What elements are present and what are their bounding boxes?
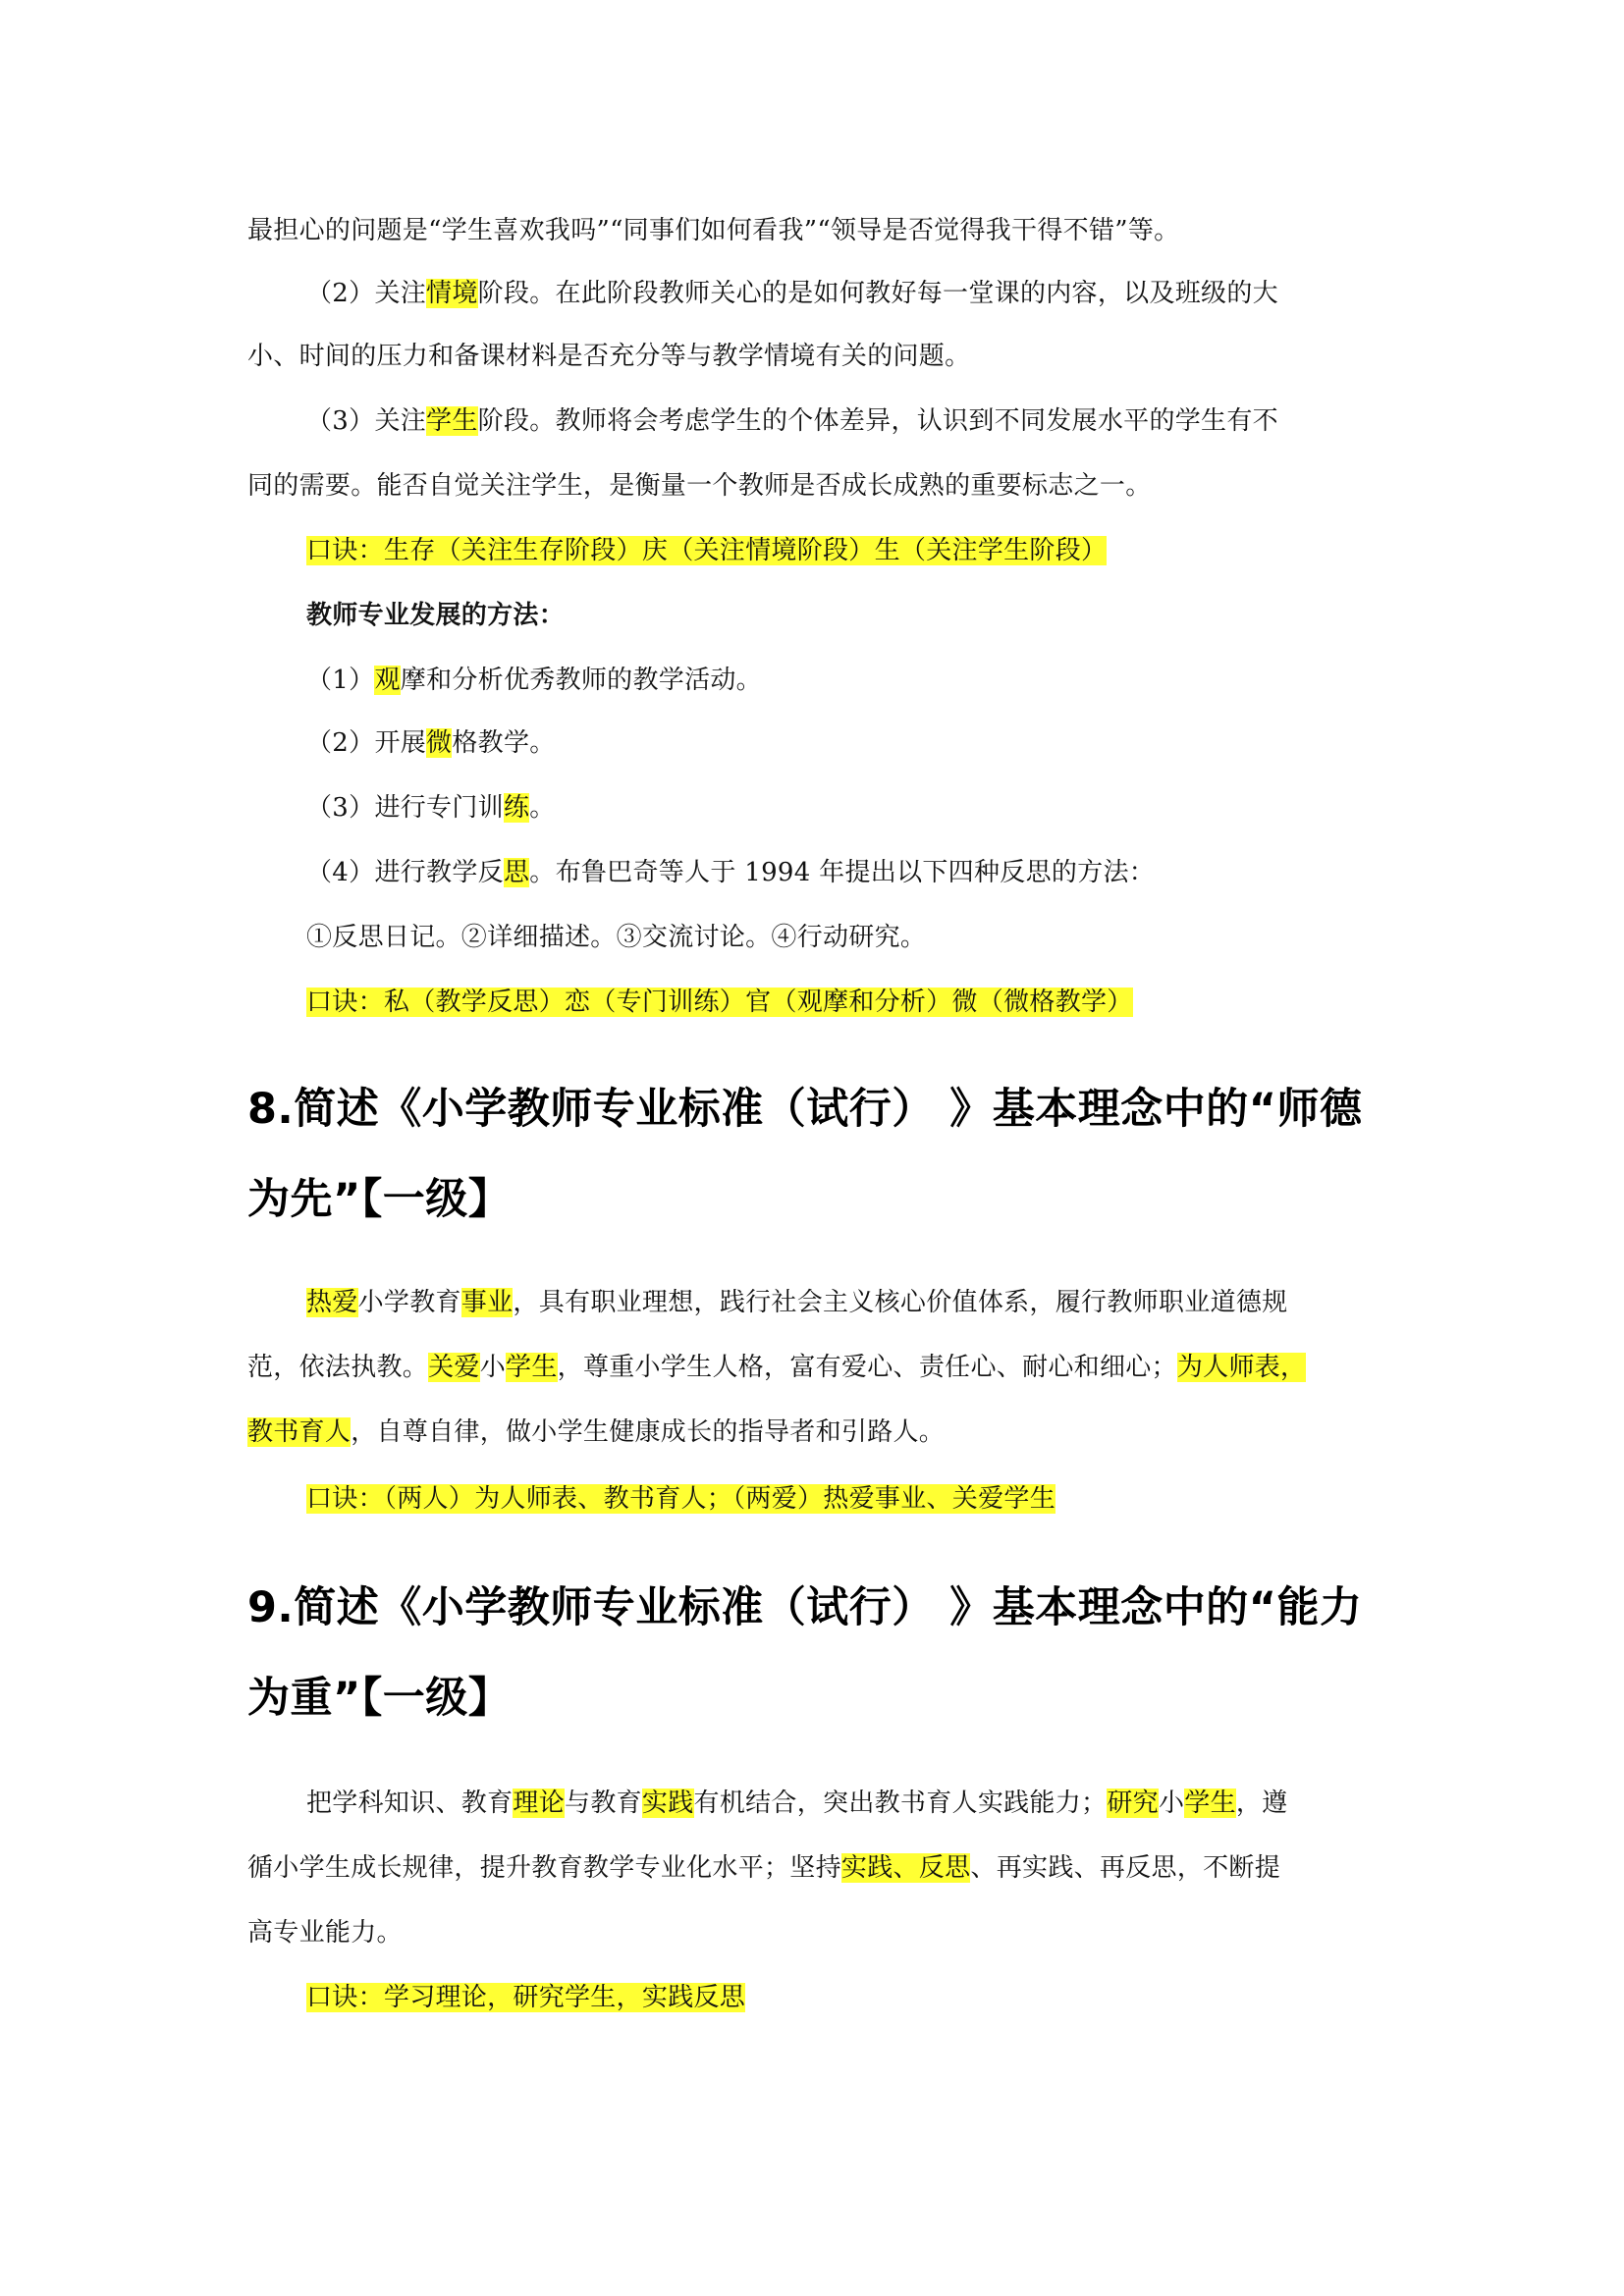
text: 高专业能力。	[247, 1918, 403, 1948]
section-heading	[247, 1578, 1363, 1637]
mnemonic-line	[306, 530, 1107, 571]
paragraph-line	[247, 1412, 945, 1453]
highlighted-text: 微	[426, 728, 453, 758]
text: ，尊重小学生人格，富有爱心、责任心、耐心和细心；	[557, 1353, 1177, 1382]
highlighted-text: 情境	[426, 279, 478, 308]
mnemonic-line	[306, 1977, 745, 2018]
subheading	[306, 595, 565, 636]
paragraph-line	[306, 273, 1278, 314]
paragraph-line	[247, 1847, 1280, 1889]
text: 。布鲁巴奇等人于 1994 年提出以下四种反思的方法：	[529, 858, 1156, 887]
text: 小、时间的压力和备课材料是否充分等与教学情境有关的问题。	[247, 342, 971, 371]
heading-text: 8.简述《小学教师专业标准（试行） 》基本理念中的“师德	[247, 1085, 1363, 1134]
text: ，遵	[1235, 1789, 1288, 1818]
mnemonic-line	[306, 982, 1133, 1023]
list-item	[306, 660, 762, 701]
text: 格教学。	[452, 728, 556, 758]
mnemonic-text: 口诀：生存（关注生存阶段）庆（关注情境阶段）生（关注学生阶段）	[306, 536, 1108, 565]
highlighted-text: 理论	[513, 1789, 566, 1818]
section-heading	[247, 1170, 511, 1229]
list-item	[306, 917, 926, 958]
paragraph-line	[247, 1347, 1306, 1388]
paragraph-line	[247, 1912, 403, 1953]
section-heading	[247, 1669, 511, 1728]
highlighted-text: 研究	[1107, 1789, 1159, 1818]
list-item	[306, 852, 1155, 893]
paragraph-line	[306, 1783, 1287, 1824]
highlighted-text: 学生	[1184, 1789, 1236, 1818]
paragraph-line	[306, 400, 1278, 442]
text: （2）关注	[306, 279, 427, 308]
text: 与教育	[565, 1789, 642, 1818]
highlighted-text: 练	[503, 793, 530, 823]
text: （1）	[306, 666, 375, 695]
paragraph-line	[247, 465, 1152, 507]
text: （3）进行专门训	[306, 793, 504, 823]
list-item	[306, 722, 556, 764]
text: ，具有职业理想，践行社会主义核心价值体系，履行教师职业道德规	[513, 1288, 1288, 1317]
mnemonic-text: 口诀：（两人）为人师表、教书育人；（两爱）热爱事业、关爱学生	[306, 1484, 1056, 1514]
text: （2）开展	[306, 728, 427, 758]
text: ①反思日记。②详细描述。③交流讨论。④行动研究。	[306, 923, 927, 952]
highlighted-text: 实践	[641, 1789, 694, 1818]
highlighted-text: 观	[374, 666, 401, 695]
paragraph-line	[306, 1282, 1287, 1323]
text: 范，依法执教。	[247, 1353, 429, 1382]
mnemonic-text: 口诀：学习理论，研究学生，实践反思	[306, 1983, 746, 2012]
text: 小	[479, 1353, 507, 1382]
heading-text: 9.简述《小学教师专业标准（试行） 》基本理念中的“能力	[247, 1583, 1363, 1632]
text: （3）关注	[306, 406, 427, 436]
text: 、再实践、再反思，不断提	[970, 1853, 1281, 1883]
text: 有机结合，突出教书育人实践能力；	[693, 1789, 1108, 1818]
paragraph-line	[247, 336, 970, 377]
highlighted-text: 热爱	[306, 1288, 358, 1317]
mnemonic-line	[306, 1478, 1056, 1520]
heading-text: 为重”【一级】	[247, 1674, 512, 1723]
highlighted-text: 实践、反思	[840, 1853, 971, 1883]
highlighted-text: 学生	[426, 406, 478, 436]
highlighted-text: 关爱	[428, 1353, 480, 1382]
methods-title: 教师专业发展的方法：	[306, 601, 566, 630]
highlighted-text: 思	[503, 858, 530, 887]
text: 同的需要。能否自觉关注学生，是衡量一个教师是否成长成熟的重要标志之一。	[247, 471, 1152, 501]
highlighted-text: 事业	[460, 1288, 514, 1317]
highlighted-text: 学生	[506, 1353, 558, 1382]
text: 循小学生成长规律，提升教育教学专业化水平；坚持	[247, 1853, 841, 1883]
list-item	[306, 787, 556, 828]
section-heading	[247, 1080, 1363, 1139]
text: 阶段。在此阶段教师关心的是如何教好每一堂课的内容，以及班级的大	[477, 279, 1278, 308]
text: 最担心的问题是“学生喜欢我吗”“同事们如何看我”“领导是否觉得我干得不错”等。	[247, 216, 1180, 245]
text: 小	[1158, 1789, 1185, 1818]
text: 阶段。教师将会考虑学生的个体差异，认识到不同发展水平的学生有不	[477, 406, 1278, 436]
text: 把学科知识、教育	[306, 1789, 514, 1818]
highlighted-text: 教书育人	[247, 1417, 352, 1447]
text: 摩和分析优秀教师的教学活动。	[400, 666, 762, 695]
text: （4）进行教学反	[306, 858, 504, 887]
text: ，自尊自律，做小学生健康成长的指导者和引路人。	[351, 1417, 946, 1447]
paragraph-line	[247, 210, 1179, 251]
text: 小学教育	[357, 1288, 461, 1317]
highlighted-text: 为人师表，	[1176, 1353, 1307, 1382]
heading-text: 为先”【一级】	[247, 1175, 512, 1224]
mnemonic-text: 口诀：私（教学反思）恋（专门训练）官（观摩和分析）微（微格教学）	[306, 988, 1133, 1017]
text: 。	[529, 793, 556, 823]
